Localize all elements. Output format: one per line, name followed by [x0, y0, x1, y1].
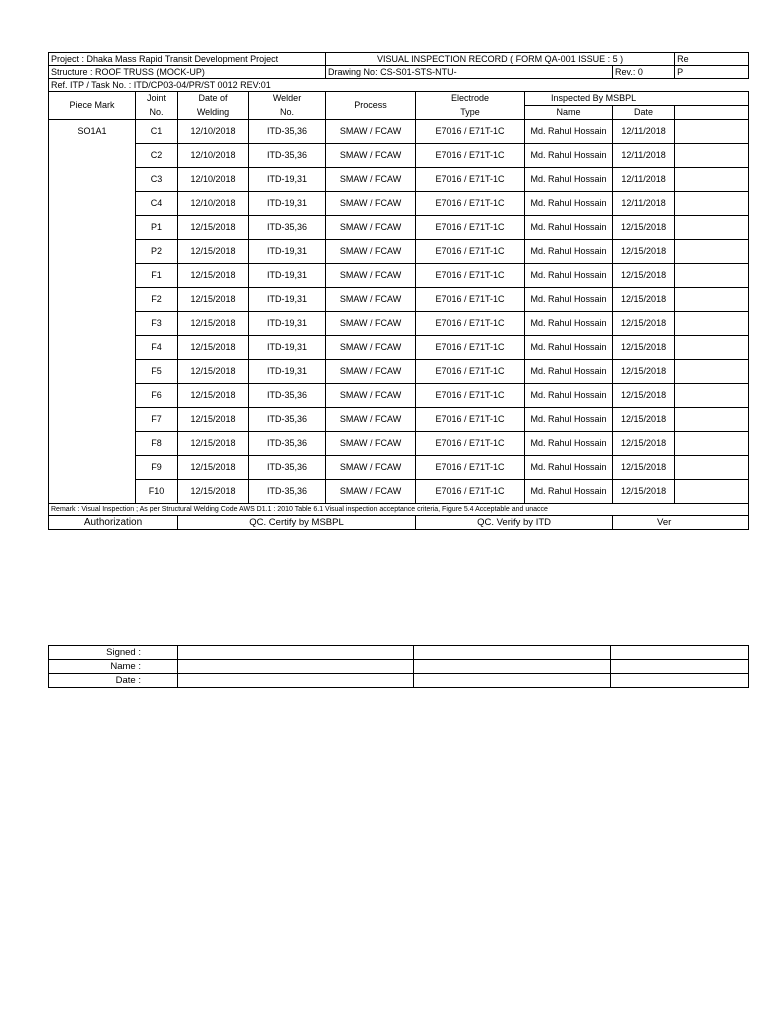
inspection-date-cell: 12/15/2018	[613, 384, 675, 408]
process-cell: SMAW / FCAW	[326, 432, 416, 456]
name-field-msbpl[interactable]	[178, 660, 414, 674]
inspector-name-cell: Md. Rahul Hossain	[525, 384, 613, 408]
process-cell: SMAW / FCAW	[326, 456, 416, 480]
inspection-record-sheet	[48, 52, 689, 530]
electrode-type-cell: E7016 / E71T-1C	[416, 336, 525, 360]
inspector-name-cell: Md. Rahul Hossain	[525, 336, 613, 360]
qc-verify-label: QC. Verify by ITD	[416, 516, 613, 530]
inspection-table	[48, 52, 749, 530]
joint-no-cell: C4	[136, 192, 178, 216]
drawing-no-cell: Drawing No: CS-S01-STS-NTU-	[326, 66, 613, 79]
qc-certify-label: QC. Certify by MSBPL	[178, 516, 416, 530]
inspector-name-cell: Md. Rahul Hossain	[525, 120, 613, 144]
welding-date-cell: 12/10/2018	[178, 144, 249, 168]
process-cell: SMAW / FCAW	[326, 408, 416, 432]
welder-no-cell: ITD-19,31	[249, 288, 326, 312]
joint-no-cell: C2	[136, 144, 178, 168]
table-row	[49, 336, 749, 360]
inspection-date-cell: 12/15/2018	[613, 312, 675, 336]
signed-label: Signed :	[49, 646, 178, 660]
inspection-date-cell: 12/15/2018	[613, 216, 675, 240]
inspection-date-cell: 12/11/2018	[613, 144, 675, 168]
joint-no-cell: F7	[136, 408, 178, 432]
verify-extra-label: Ver	[613, 516, 749, 530]
inspection-date-cell: 12/15/2018	[613, 360, 675, 384]
electrode-header-1: Electrode	[416, 92, 525, 106]
inspector-name-cell: Md. Rahul Hossain	[525, 168, 613, 192]
signed-field-msbpl[interactable]	[178, 646, 414, 660]
inspection-date-cell: 12/15/2018	[613, 432, 675, 456]
electrode-type-cell: E7016 / E71T-1C	[416, 216, 525, 240]
inspected-by-header: Inspected By MSBPL	[525, 92, 749, 106]
electrode-type-cell: E7016 / E71T-1C	[416, 432, 525, 456]
table-row	[49, 192, 749, 216]
joint-no-cell: F3	[136, 312, 178, 336]
table-row	[49, 360, 749, 384]
inspection-date-cell: 12/15/2018	[613, 288, 675, 312]
welding-date-cell: 12/15/2018	[178, 456, 249, 480]
process-cell: SMAW / FCAW	[326, 336, 416, 360]
inspector-name-cell: Md. Rahul Hossain	[525, 192, 613, 216]
inspector-name-cell: Md. Rahul Hossain	[525, 288, 613, 312]
ref-itp-cell: Ref. ITP / Task No. : ITD/CP03-04/PR/ST 0012 REV:01	[49, 79, 326, 92]
date-field-msbpl[interactable]	[178, 674, 414, 688]
name-field-itd[interactable]	[414, 660, 611, 674]
table-row	[49, 312, 749, 336]
rev-extra-cell: P	[675, 66, 749, 79]
table-row	[49, 264, 749, 288]
welder-no-cell: ITD-19,31	[249, 360, 326, 384]
inspector-name-cell: Md. Rahul Hossain	[525, 456, 613, 480]
process-header: Process	[326, 92, 416, 120]
welder-header-2: No.	[249, 106, 326, 120]
piece-mark-cell	[49, 456, 136, 480]
inspection-date-cell: 12/11/2018	[613, 192, 675, 216]
welder-no-cell: ITD-35,36	[249, 480, 326, 504]
inspection-date-cell: 12/15/2018	[613, 336, 675, 360]
electrode-type-cell: E7016 / E71T-1C	[416, 144, 525, 168]
joint-no-cell: F10	[136, 480, 178, 504]
electrode-type-cell: E7016 / E71T-1C	[416, 480, 525, 504]
joint-no-cell: F1	[136, 264, 178, 288]
welder-no-cell: ITD-35,36	[249, 456, 326, 480]
process-cell: SMAW / FCAW	[326, 312, 416, 336]
piece-mark-header: Piece Mark	[49, 92, 136, 120]
authorization-label: Authorization	[49, 516, 178, 530]
welder-no-cell: ITD-35,36	[249, 384, 326, 408]
electrode-type-cell: E7016 / E71T-1C	[416, 312, 525, 336]
inspector-name-cell: Md. Rahul Hossain	[525, 144, 613, 168]
joint-no-cell: F4	[136, 336, 178, 360]
piece-mark-cell	[49, 360, 136, 384]
joint-header-1: Joint	[136, 92, 178, 106]
process-cell: SMAW / FCAW	[326, 216, 416, 240]
welding-date-cell: 12/15/2018	[178, 312, 249, 336]
joint-no-cell: P1	[136, 216, 178, 240]
welder-no-cell: ITD-19,31	[249, 192, 326, 216]
table-row	[49, 480, 749, 504]
electrode-type-cell: E7016 / E71T-1C	[416, 192, 525, 216]
signed-field-extra[interactable]	[611, 646, 749, 660]
table-row	[49, 120, 749, 144]
inspection-date-cell: 12/15/2018	[613, 480, 675, 504]
name-label: Name :	[49, 660, 178, 674]
joint-no-cell: C3	[136, 168, 178, 192]
piece-mark-cell	[49, 408, 136, 432]
date-field-extra[interactable]	[611, 674, 749, 688]
welder-no-cell: ITD-35,36	[249, 216, 326, 240]
piece-mark-cell	[49, 432, 136, 456]
inspection-date-cell: 12/15/2018	[613, 408, 675, 432]
inspector-name-cell: Md. Rahul Hossain	[525, 240, 613, 264]
table-row	[49, 216, 749, 240]
piece-mark-cell	[49, 384, 136, 408]
process-cell: SMAW / FCAW	[326, 240, 416, 264]
date-header-1: Date of	[178, 92, 249, 106]
welding-date-cell: 12/15/2018	[178, 336, 249, 360]
welding-date-cell: 12/15/2018	[178, 264, 249, 288]
report-cell: Re	[675, 53, 749, 66]
welding-date-cell: 12/15/2018	[178, 288, 249, 312]
welding-date-cell: 12/15/2018	[178, 432, 249, 456]
process-cell: SMAW / FCAW	[326, 168, 416, 192]
piece-mark-cell	[49, 288, 136, 312]
joint-header-2: No.	[136, 106, 178, 120]
welder-no-cell: ITD-19,31	[249, 168, 326, 192]
electrode-type-cell: E7016 / E71T-1C	[416, 240, 525, 264]
project-cell: Project : Dhaka Mass Rapid Transit Development Project	[49, 53, 326, 66]
welder-no-cell: ITD-35,36	[249, 432, 326, 456]
piece-mark-cell	[49, 144, 136, 168]
authorization-row	[49, 516, 749, 530]
electrode-type-cell: E7016 / E71T-1C	[416, 288, 525, 312]
rev-cell: Rev.: 0	[613, 66, 675, 79]
welding-date-cell: 12/10/2018	[178, 192, 249, 216]
inspector-name-cell: Md. Rahul Hossain	[525, 408, 613, 432]
piece-mark-cell	[49, 480, 136, 504]
table-row	[49, 432, 749, 456]
piece-mark-cell	[49, 240, 136, 264]
welder-no-cell: ITD-19,31	[249, 264, 326, 288]
inspector-name-cell: Md. Rahul Hossain	[525, 432, 613, 456]
joint-no-cell: F9	[136, 456, 178, 480]
name-field-extra[interactable]	[611, 660, 749, 674]
record-title-cell: VISUAL INSPECTION RECORD ( FORM QA-001 ISSUE : 5 )	[326, 53, 675, 66]
header-row-project	[49, 53, 749, 66]
remark-text: Remark : Visual Inspection ; As per Structural Welding Code AWS D1.1 : 2010 Table 6.1 Visual inspection acceptance criteria, Figure 5.4 Acceptable and unacce	[49, 504, 749, 516]
welder-no-cell: ITD-35,36	[249, 408, 326, 432]
date-header: Date	[613, 106, 675, 120]
process-cell: SMAW / FCAW	[326, 288, 416, 312]
inspector-name-cell: Md. Rahul Hossain	[525, 216, 613, 240]
inspector-name-cell: Md. Rahul Hossain	[525, 480, 613, 504]
signed-field-itd[interactable]	[414, 646, 611, 660]
piece-mark-cell	[49, 336, 136, 360]
date-label: Date :	[49, 674, 178, 688]
inspection-date-cell: 12/15/2018	[613, 456, 675, 480]
signoff-table	[48, 645, 749, 688]
inspection-date-cell: 12/11/2018	[613, 168, 675, 192]
structure-cell: Structure : ROOF TRUSS (MOCK-UP)	[49, 66, 326, 79]
welding-date-cell: 12/15/2018	[178, 384, 249, 408]
welder-no-cell: ITD-19,31	[249, 312, 326, 336]
welding-date-cell: 12/10/2018	[178, 168, 249, 192]
header-row-structure	[49, 66, 749, 79]
welder-no-cell: ITD-35,36	[249, 120, 326, 144]
process-cell: SMAW / FCAW	[326, 480, 416, 504]
table-row	[49, 288, 749, 312]
welder-header-1: Welder	[249, 92, 326, 106]
welding-date-cell: 12/15/2018	[178, 360, 249, 384]
process-cell: SMAW / FCAW	[326, 264, 416, 288]
electrode-type-cell: E7016 / E71T-1C	[416, 408, 525, 432]
electrode-type-cell: E7016 / E71T-1C	[416, 456, 525, 480]
inspection-date-cell: 12/11/2018	[613, 120, 675, 144]
joint-no-cell: F6	[136, 384, 178, 408]
electrode-type-cell: E7016 / E71T-1C	[416, 168, 525, 192]
table-row	[49, 168, 749, 192]
table-row	[49, 144, 749, 168]
welding-date-cell: 12/15/2018	[178, 240, 249, 264]
piece-mark-cell	[49, 312, 136, 336]
table-row	[49, 408, 749, 432]
column-header-row-1	[49, 92, 749, 106]
name-header: Name	[525, 106, 613, 120]
process-cell: SMAW / FCAW	[326, 192, 416, 216]
process-cell: SMAW / FCAW	[326, 360, 416, 384]
table-row	[49, 240, 749, 264]
electrode-type-cell: E7016 / E71T-1C	[416, 264, 525, 288]
electrode-type-cell: E7016 / E71T-1C	[416, 120, 525, 144]
inspector-name-cell: Md. Rahul Hossain	[525, 312, 613, 336]
joint-no-cell: P2	[136, 240, 178, 264]
welding-date-cell: 12/15/2018	[178, 408, 249, 432]
inspection-date-cell: 12/15/2018	[613, 264, 675, 288]
piece-mark-cell	[49, 192, 136, 216]
table-row	[49, 384, 749, 408]
piece-mark-cell	[49, 168, 136, 192]
process-cell: SMAW / FCAW	[326, 384, 416, 408]
piece-mark-cell	[49, 264, 136, 288]
electrode-header-2: Type	[416, 106, 525, 120]
joint-no-cell: F2	[136, 288, 178, 312]
table-row	[49, 456, 749, 480]
date-field-itd[interactable]	[414, 674, 611, 688]
piece-mark-cell	[49, 216, 136, 240]
welding-date-cell: 12/15/2018	[178, 216, 249, 240]
process-cell: SMAW / FCAW	[326, 144, 416, 168]
welder-no-cell: ITD-35,36	[249, 144, 326, 168]
inspection-date-cell: 12/15/2018	[613, 240, 675, 264]
date-header-2: Welding	[178, 106, 249, 120]
joint-no-cell: F8	[136, 432, 178, 456]
process-cell: SMAW / FCAW	[326, 120, 416, 144]
header-row-ref	[49, 79, 749, 92]
electrode-type-cell: E7016 / E71T-1C	[416, 360, 525, 384]
inspector-name-cell: Md. Rahul Hossain	[525, 264, 613, 288]
welder-no-cell: ITD-19,31	[249, 240, 326, 264]
electrode-type-cell: E7016 / E71T-1C	[416, 384, 525, 408]
piece-mark-cell: SO1A1	[49, 120, 136, 144]
welding-date-cell: 12/15/2018	[178, 480, 249, 504]
joint-no-cell: F5	[136, 360, 178, 384]
signoff-block	[48, 645, 674, 688]
joint-no-cell: C1	[136, 120, 178, 144]
welding-date-cell: 12/10/2018	[178, 120, 249, 144]
inspector-name-cell: Md. Rahul Hossain	[525, 360, 613, 384]
welder-no-cell: ITD-19,31	[249, 336, 326, 360]
remark-row	[49, 504, 749, 516]
